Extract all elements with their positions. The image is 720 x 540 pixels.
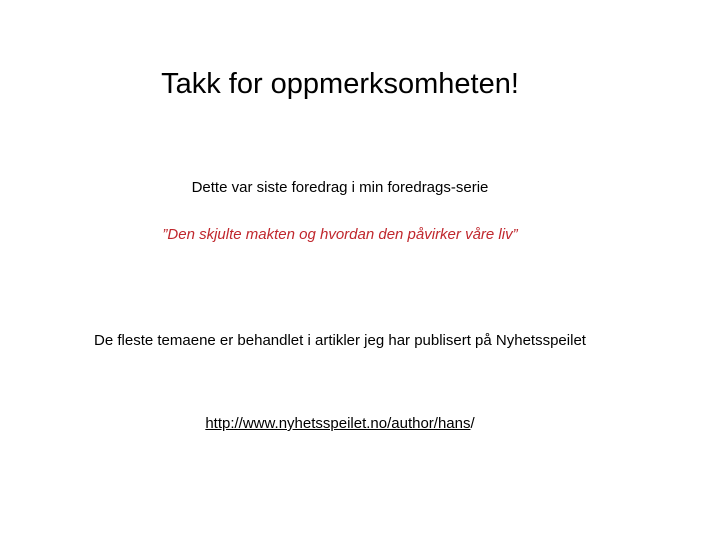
- link-row: [0, 414, 680, 434]
- slide-title: Takk for oppmerksomheten!: [161, 68, 519, 100]
- link-suffix: /: [470, 415, 475, 432]
- author-link[interactable]: http://www.nyhetsspeilet.no/author/hans: [205, 415, 471, 432]
- topics-text: De fleste temaene er behandlet i artikler jeg har publisert på Nyhetsspeilet: [94, 332, 586, 349]
- intro-text: Dette var siste foredrag i min foredrags-serie: [191, 179, 489, 196]
- series-name: ”Den skjulte makten og hvordan den påvirker våre liv”: [162, 226, 518, 243]
